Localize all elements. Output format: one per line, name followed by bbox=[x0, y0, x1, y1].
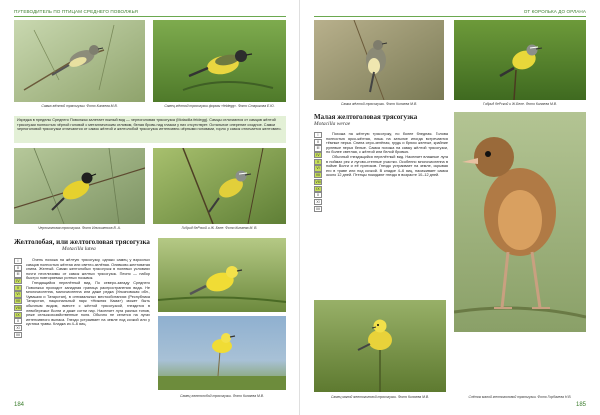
lutea-month-3: III bbox=[14, 271, 22, 277]
species-title-lutea: Желтолобая, или желтоголовая трясогузка bbox=[14, 238, 150, 246]
months-table-lutea bbox=[14, 258, 22, 338]
caption-photo2-left: Самец жёлтой трясогузки формы «feldegg». Фото Старикова Е.Ю. bbox=[164, 104, 275, 108]
werae-month-12: XII bbox=[315, 206, 321, 211]
lutea-month-7: VII bbox=[15, 299, 21, 304]
photo-fledgling-large bbox=[454, 112, 586, 332]
photo-yellow-wagtail-female bbox=[14, 20, 145, 102]
caption-photo1-left: Самка жёлтой трясогузки. Фото Кипаева М.В. bbox=[41, 104, 118, 108]
page-number-left: 184 bbox=[14, 402, 25, 408]
header-rule-right bbox=[314, 16, 586, 17]
species-text-lutea-p1: Очень похожа на жёлтую трясогузку, однако самец у взрослых самцов полностью жёлтая или светло-зелёная. Оливково-желтоватая спина. Желтый. Самки желтолобых трясогузок в полевых условиях почти неотличимы от самок желтых трясогузок. Песня — набор быстро повторяемых ротных позывок. bbox=[26, 258, 150, 281]
lutea-month-11: XI bbox=[14, 325, 22, 331]
photo-lutea-male-1 bbox=[158, 238, 286, 312]
species-text-lutea bbox=[26, 258, 150, 327]
werae-month-6: VI bbox=[314, 165, 322, 171]
photo-hybrid-right bbox=[454, 20, 586, 100]
photo-lutea-male-2 bbox=[158, 316, 286, 390]
page-number-right: 185 bbox=[575, 402, 586, 408]
species-text-werae-p1: Похожа на жёлтую трясогузку, но более бледная. Голова полностью ярко-жёлтая, лишь на затылке иногда встречаются тёмные перья. Спина серо-зелёная, грудь и брюхо желтые, крайние рулевые перья белые. Самка похожа на самку жёлтой трясогузки, но более светлая, с жёлтой или белой бровью. bbox=[326, 132, 448, 155]
info-box-feldegg bbox=[14, 116, 286, 143]
lutea-month-6: VI bbox=[14, 291, 22, 297]
header-rule-left bbox=[14, 16, 286, 17]
werae-month-8: VIII bbox=[315, 179, 321, 184]
photo-feldegg-male bbox=[153, 20, 286, 102]
werae-month-4: IV bbox=[314, 152, 322, 158]
species-text-werae bbox=[326, 132, 448, 178]
lutea-month-4: IV bbox=[14, 278, 22, 284]
werae-month-7: VII bbox=[315, 173, 321, 178]
photo-hybrid-wagtail bbox=[153, 148, 286, 224]
species-title-werae: Малая желтоголовая трясогузка bbox=[314, 113, 418, 121]
photo-black-headed-wagtail bbox=[14, 148, 145, 224]
running-head-right: ОТ КОРОЛЬКА ДО ОРЛАНА bbox=[523, 9, 586, 14]
caption-photo3-left: Черноголовая трясогузка. Фото Ильюшенков В. А. bbox=[38, 226, 121, 230]
species-text-lutea-p2: Гнездящийся перелётный вид. По северо-западу Среднего Поволжья проходит западная граница распространения вида. Не многочисленна, малочисленна или даже редка (Ульяновская обл., Чувашия и Татарстан), в оптимальных местообитаниях (Республика Татарстан, национальный парк «Нижняя Кама») может быть обычным видом, вместе с жёлтой трясогузкой, гнездится в левобережье Волги и даже сотни пар. Населяет луга разных типов, реже сельскохозяйственные поля. Обычно не селится на лугах интенсивного выпаса. Гнездо устраивает на земле под кочкой или у кустика травы. Кладка из 4–6 яиц. bbox=[26, 280, 150, 327]
species-text-werae-p2: Обычный гнездящийся перелётный вид. Населяет влажные луга в поймах рек и лугово-степные участки. Особенно многочисленна в пойме Волги и её притоков. Гнездо устраивает на земле, скрывая его в траве или под кочкой. В кладке 4–6 яиц, насиживает самка около 12 дней. Птенцы покидают гнездо в возрасте 10–12 дней. bbox=[326, 154, 448, 178]
caption-photo1-right: Самка жёлтой трясогузки. Фото Кипаева М.В. bbox=[340, 102, 418, 106]
photo-female-wagtail-right bbox=[314, 20, 444, 100]
werae-month-5: V bbox=[314, 159, 322, 165]
info-box-text: Изредка в пределы Среднего Поволжья залетает южный вид — черноголовая трясогузка (Motacilla feldegg). Самцы отличаются от самцов жёлтой трясогузки полностью чёрной головой с металлическим отливом, белая бровь над глазом у них отсутствует. Остальное оперение сходное. Самки черноголовой трясогузки отличаются от самок жёлтой и желтолобой трясогузок интенсивно-чёрными головами, горло у самок отличается желтовато. bbox=[17, 118, 282, 132]
lutea-month-5: V bbox=[14, 285, 22, 291]
caption-photo6-left: Самец желтолобой трясогузки. Фото Кипаева М.В. bbox=[179, 394, 265, 398]
months-table-werae bbox=[314, 132, 322, 212]
werae-month-9: IX bbox=[314, 186, 322, 192]
lutea-month-12: XII bbox=[15, 332, 21, 337]
caption-photo2-right: Гибрид беРской и Ж.Беле. Фото Кипаева М.В. bbox=[483, 102, 557, 106]
photo-werae-male bbox=[314, 300, 446, 392]
werae-month-2: II bbox=[314, 139, 322, 145]
lutea-month-9: IX bbox=[14, 312, 22, 318]
lutea-month-10: X bbox=[14, 318, 22, 324]
werae-month-1: I bbox=[314, 132, 322, 138]
lutea-month-8: VIII bbox=[15, 305, 21, 310]
werae-month-11: XI bbox=[314, 199, 322, 205]
lutea-month-2: II bbox=[14, 265, 22, 271]
right-page bbox=[300, 0, 600, 415]
caption-photo3-right: Самец малой желтоголовой трясогузки. Фото Кипаева М.В. bbox=[330, 395, 430, 399]
lutea-month-1: I bbox=[14, 258, 22, 264]
werae-month-3: III bbox=[314, 145, 322, 151]
species-latin-werae: Motacilla werae bbox=[314, 121, 351, 127]
species-latin-lutea: Motacilla lutea bbox=[62, 246, 96, 252]
caption-photo4-left: Гибрид беРской и Ж. Беле. Фото Кипаева М. В. bbox=[181, 226, 258, 230]
werae-month-10: X bbox=[314, 192, 322, 198]
running-head-left: ПУТЕВОДИТЕЛЬ ПО ПТИЦАМ СРЕДНЕГО ПОВОЛЖЬЯ bbox=[14, 9, 138, 14]
caption-photo4-right: Слёток малой желтоголовой трясогузки. Фото Горбачева Н.В. bbox=[468, 395, 572, 399]
